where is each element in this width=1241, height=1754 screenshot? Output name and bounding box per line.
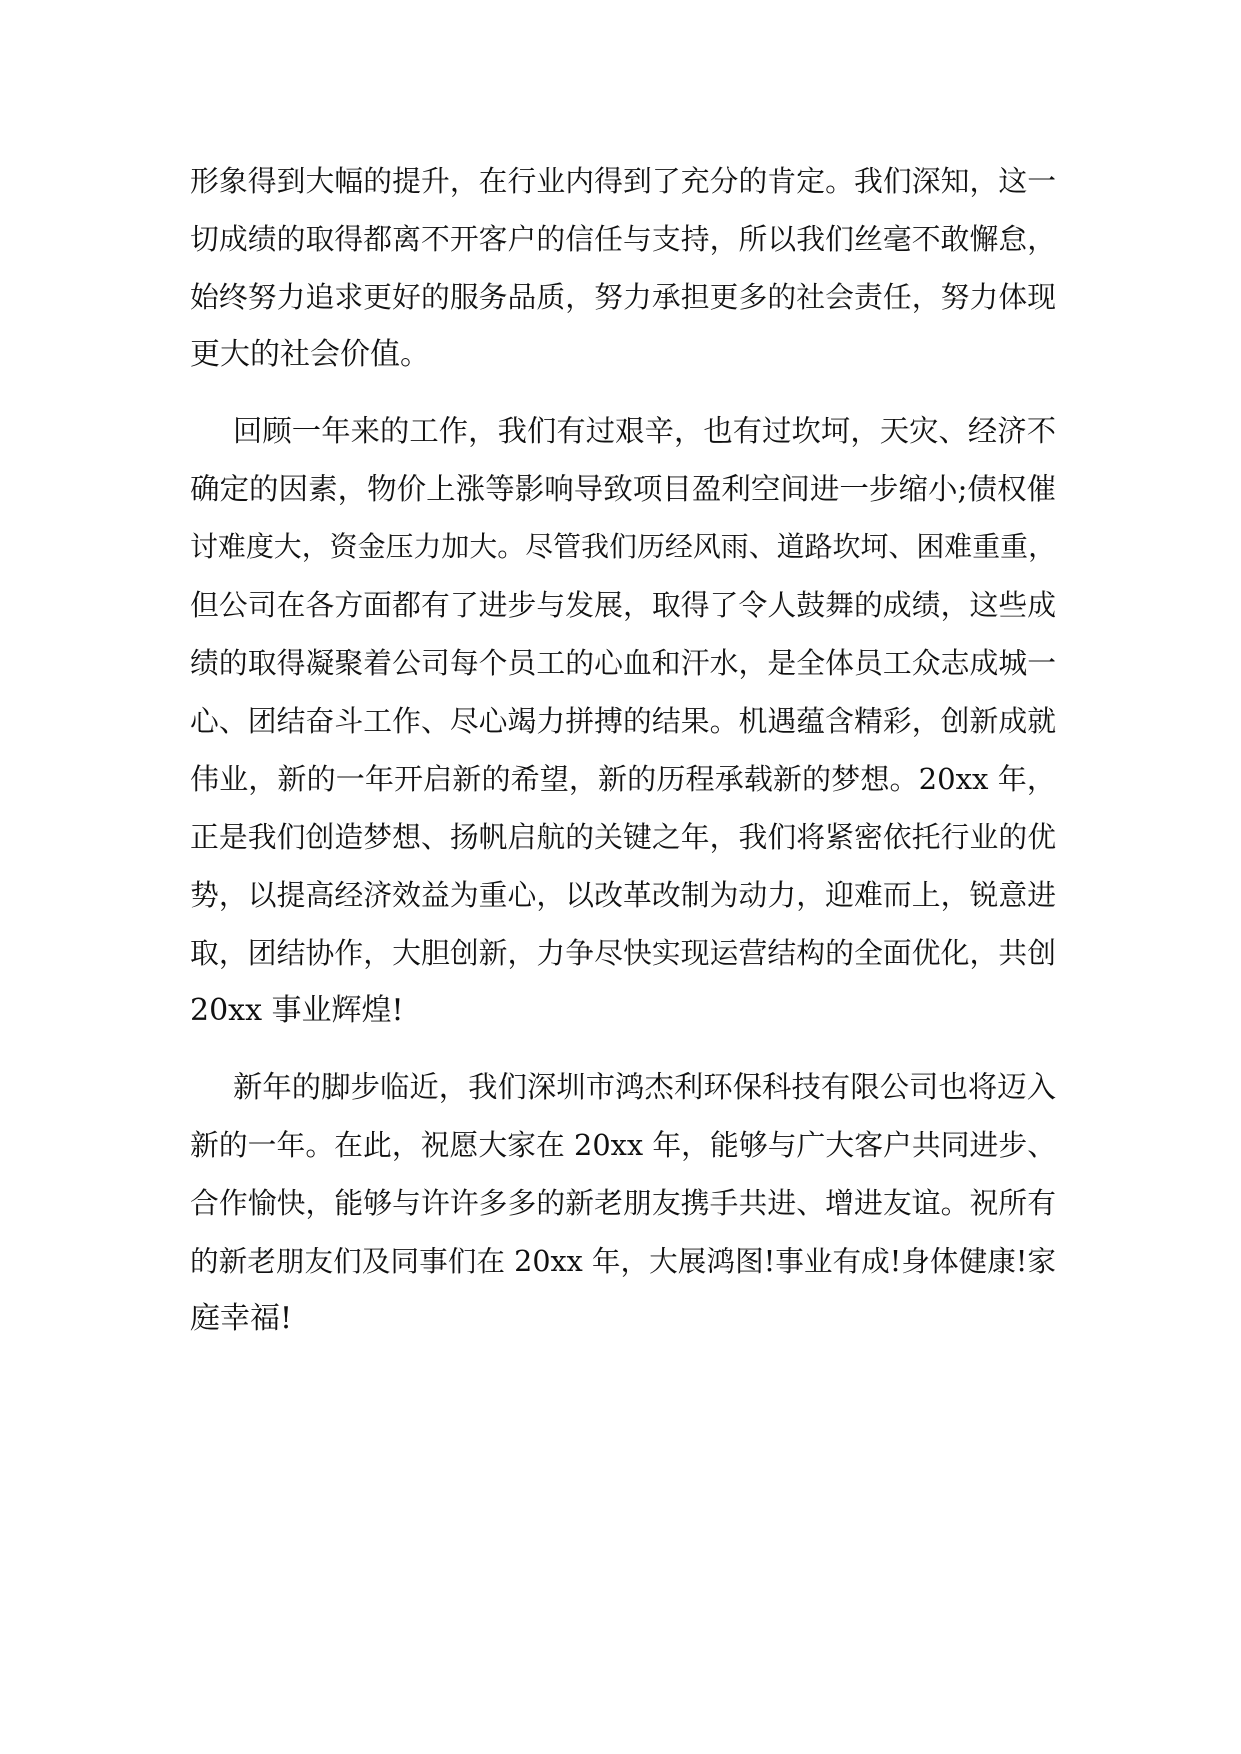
text-line: 新年的脚步临近，我们深圳市鸿杰利环保科技有限公司也将迈入 bbox=[233, 1070, 1056, 1104]
text-line: 取，团结协作，大胆创新，力争尽快实现运营结构的全面优化，共创 bbox=[190, 936, 1056, 970]
text-line: 绩的取得凝聚着公司每个员工的心血和汗水，是全体员工众志成城一 bbox=[190, 646, 1056, 680]
text-line: 新的一年。在此，祝愿大家在 20xx 年，能够与广大客户共同进步、 bbox=[190, 1128, 1056, 1162]
text-line: 20xx 事业辉煌! bbox=[190, 993, 404, 1028]
text-line: 更大的社会价值。 bbox=[190, 337, 430, 372]
text-line: 讨难度大，资金压力加大。尽管我们历经风雨、道路坎坷、困难重重， bbox=[190, 530, 1056, 563]
document-page bbox=[190, 0, 1056, 1754]
text-line: 切成绩的取得都离不开客户的信任与支持，所以我们丝毫不敢懈怠， bbox=[190, 222, 1056, 256]
text-line: 合作愉快，能够与许许多多的新老朋友携手共进、增进友谊。祝所有 bbox=[190, 1186, 1056, 1220]
paragraph bbox=[190, 1058, 1056, 1348]
document-body bbox=[190, 152, 1056, 1348]
text-line: 形象得到大幅的提升，在行业内得到了充分的肯定。我们深知，这一 bbox=[190, 164, 1056, 198]
text-line: 始终努力追求更好的服务品质，努力承担更多的社会责任，努力体现 bbox=[190, 280, 1056, 314]
text-line: 势，以提高经济效益为重心，以改革改制为动力，迎难而上，锐意进 bbox=[190, 878, 1056, 912]
text-line: 确定的因素，物价上涨等影响导致项目盈利空间进一步缩小;债权催 bbox=[190, 472, 1056, 506]
paragraph-gap bbox=[190, 384, 1056, 402]
text-line: 回顾一年来的工作，我们有过艰辛，也有过坎坷，天灾、经济不 bbox=[233, 414, 1056, 448]
text-line: 正是我们创造梦想、扬帆启航的关键之年，我们将紧密依托行业的优 bbox=[190, 820, 1056, 854]
paragraph bbox=[190, 152, 1056, 384]
text-line: 但公司在各方面都有了进步与发展，取得了令人鼓舞的成绩，这些成 bbox=[190, 588, 1056, 622]
text-line: 伟业，新的一年开启新的希望，新的历程承载新的梦想。20xx 年， bbox=[190, 762, 1056, 796]
text-line: 庭幸福! bbox=[190, 1301, 293, 1336]
text-line: 心、团结奋斗工作、尽心竭力拼搏的结果。机遇蕴含精彩，创新成就 bbox=[190, 704, 1056, 738]
paragraph bbox=[190, 402, 1056, 1040]
text-line: 的新老朋友们及同事们在 20xx 年，大展鸿图!事业有成!身体健康!家 bbox=[190, 1244, 1056, 1278]
paragraph-gap bbox=[190, 1040, 1056, 1058]
